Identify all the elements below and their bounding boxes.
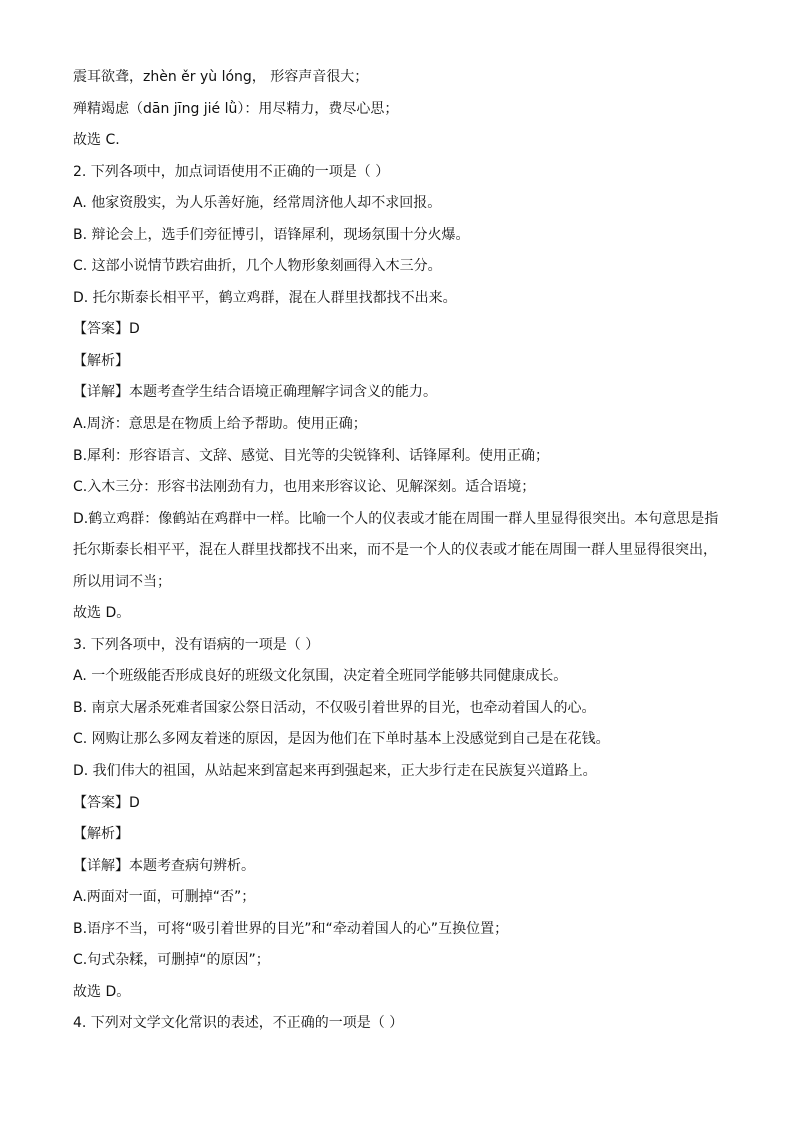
text-line: D.鹤立鸡群：像鹤站在鸡群中一样。比喻一个人的仪表或才能在周围一群人里显得很突出。本句意思是指 [73,510,719,527]
text-line: 故选 D。 [73,605,131,622]
question-3-option-b: B. 南京大屠杀死难者国家公祭日活动，不仅吸引着世界的目光，也牵动着国人的心。 [73,699,596,716]
text-line: B.犀利：形容语言、文辞、感觉、目光等的尖锐锋利、话锋犀利。使用正确； [73,447,550,464]
question-2-stem: 2. 下列各项中，加点词语使用不正确的一项是（ ） [73,163,390,180]
answer-label: 【答案】D [73,321,140,338]
question-2-option-b: B. 辩论会上，选手们旁征博引，语锋犀利，现场氛围十分火爆。 [73,226,470,243]
analysis-label: 【解析】 [73,352,129,369]
question-3-option-c: C. 网购让那么多网友着迷的原因，是因为他们在下单时基本上没感觉到自己是在花钱。 [73,731,610,748]
question-2-option-c: C. 这部小说情节跌宕曲折，几个人物形象刻画得入木三分。 [73,258,442,275]
text-line: 故选 D。 [73,983,131,1000]
text-line: A.两面对一面，可删掉“否”； [73,889,256,906]
text-line: B.语序不当，可将“吸引着世界的目光”和“牵动着国人的心”互换位置； [73,920,509,937]
question-3-stem: 3. 下列各项中，没有语病的一项是（ ） [73,636,320,653]
text-line: 殚精竭虑（dān jīng jié lǜ）：用尽精力，费尽心思； [73,100,399,117]
question-3-option-a: A. 一个班级能否形成良好的班级文化氛围，决定着全班同学能够共同健康成长。 [73,668,568,685]
text-line: 故选 C. [73,132,120,149]
document-page [73,62,753,1040]
answer-label: 【答案】D [73,794,140,811]
text-line: 托尔斯泰长相平平，混在人群里找都找不出来，而不是一个人的仪表或才能在周围一群人里显得很突出， [73,542,717,559]
question-2-option-a: A. 他家资殷实，为人乐善好施，经常周济他人却不求回报。 [73,195,442,212]
text-line: 震耳欲聋，zhèn ěr yù lóng， 形容声音很大； [73,69,369,85]
text-line: 【详解】本题考查学生结合语境正确理解字词含义的能力。 [73,384,437,401]
text-line: 【详解】本题考查病句辨析。 [73,857,255,874]
text-line: A.周济：意思是在物质上给予帮助。使用正确； [73,416,367,433]
question-2-option-d: D. 托尔斯泰长相平平，鹤立鸡群，混在人群里找都找不出来。 [73,289,457,306]
question-4-stem: 4. 下列对文学文化常识的表述，不正确的一项是（ ） [73,1015,404,1032]
question-3-option-d: D. 我们伟大的祖国，从站起来到富起来再到强起来，正大步行走在民族复兴道路上。 [73,763,597,780]
text-line: C.入木三分：形容书法刚劲有力，也用来形容议论、见解深刻。适合语境； [73,479,536,496]
analysis-label: 【解析】 [73,826,129,843]
text-line: C.句式杂糅，可删掉“的原因”； [73,952,270,969]
text-line: 所以用词不当； [73,573,171,590]
